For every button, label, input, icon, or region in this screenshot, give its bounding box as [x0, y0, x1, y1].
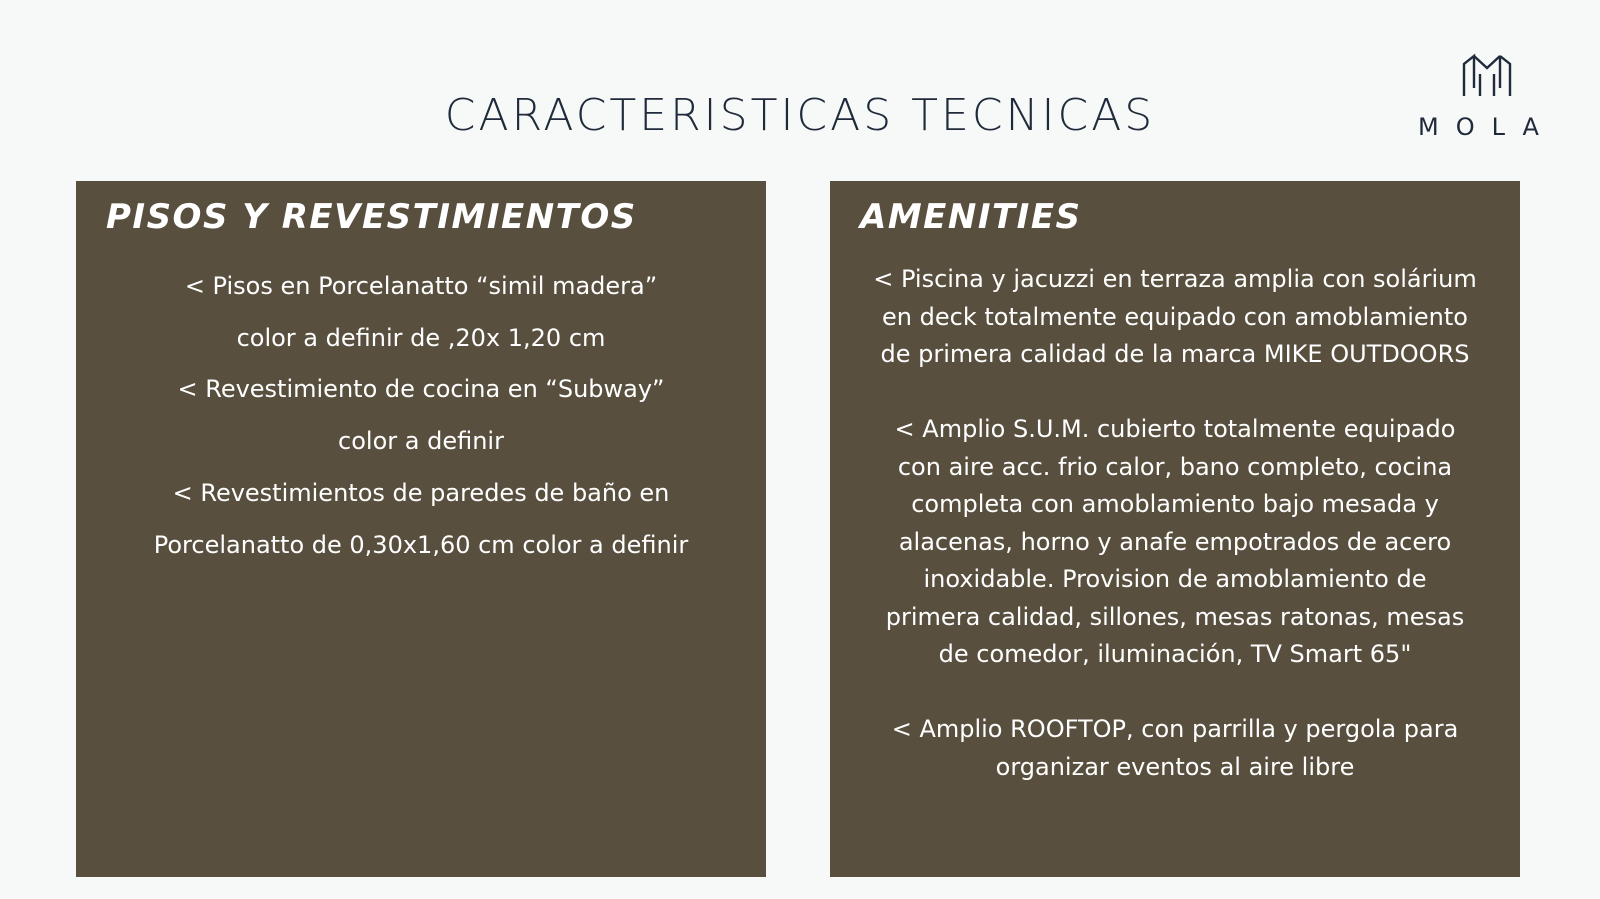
amenity-line: inoxidable. Provision de amoblamiento de — [923, 565, 1427, 593]
amenity-line: de comedor, iluminación, TV Smart 65" — [938, 640, 1412, 668]
building-logo-icon — [1458, 48, 1516, 98]
floors-line: < Revestimientos de paredes de baño en — [172, 478, 670, 507]
amenity-line: organizar eventos al aire libre — [995, 752, 1355, 781]
amenity-line: completa con amoblamiento bajo mesada y — [911, 490, 1439, 518]
amenity-pool-paragraph — [850, 261, 1500, 374]
floors-line: Porcelanatto de 0,30x1,60 cm color a definir — [153, 530, 689, 559]
amenities-panel — [830, 181, 1520, 877]
floors-line: < Revestimiento de cocina en “Subway” — [177, 375, 665, 404]
amenities-body — [850, 261, 1500, 824]
amenity-line: alacenas, horno y anafe empotrados de acero — [898, 527, 1452, 556]
mola-logo — [1412, 48, 1562, 148]
amenity-line: de primera calidad de la marca MIKE OUTDOORS — [880, 340, 1470, 368]
amenity-line: < Piscina y jacuzzi en terraza amplia con solárium — [873, 265, 1477, 293]
floors-body — [96, 261, 746, 571]
amenity-line: primera calidad, sillones, mesas ratonas, mesas — [885, 602, 1465, 631]
amenity-line: < Amplio ROOFTOP, con parrilla y pergola para — [891, 715, 1459, 743]
amenity-rooftop-paragraph — [850, 711, 1500, 786]
amenity-sum-paragraph — [850, 411, 1500, 674]
amenity-line: < Amplio S.U.M. cubierto totalmente equipado — [894, 415, 1456, 443]
floors-heading: PISOS Y REVESTIMIENTOS — [106, 197, 637, 237]
floors-line: < Pisos en Porcelanatto “simil madera” — [184, 272, 658, 300]
amenity-line: en deck totalmente equipado con amoblamiento — [882, 302, 1468, 331]
floors-panel — [76, 181, 766, 877]
floors-line: color a definir de ,20x 1,20 cm — [236, 323, 606, 352]
page-title: CARACTERISTICAS TECNICAS — [444, 90, 1156, 141]
floors-line: color a definir — [338, 427, 504, 456]
amenities-heading: AMENITIES — [860, 197, 1082, 237]
logo-wordmark: MOLA — [1418, 113, 1556, 141]
amenity-line: con aire acc. frio calor, bano completo, cocina — [897, 452, 1453, 481]
